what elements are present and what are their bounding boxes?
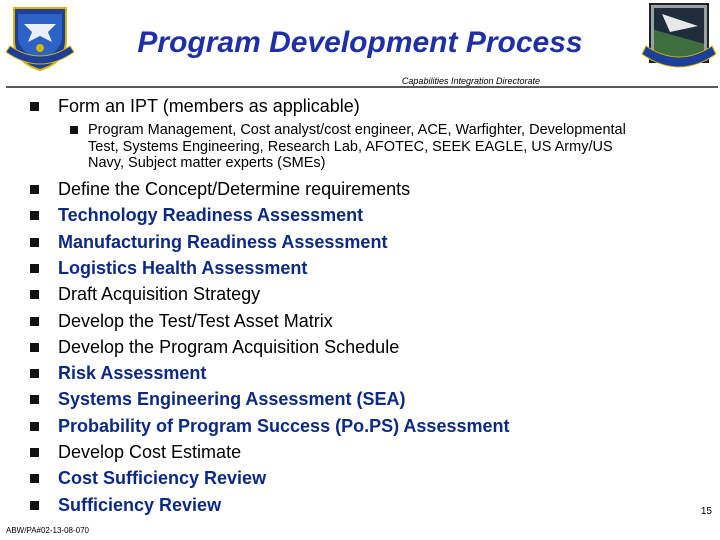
bullet-square (30, 317, 39, 326)
bullet-square (30, 102, 39, 111)
process-step: Draft Acquisition Strategy (58, 284, 261, 305)
page-number: 15 (700, 506, 712, 517)
title-rule (6, 86, 718, 88)
footer-reference: ABW/PA#02-13-08-070 (6, 526, 90, 535)
process-step: Systems Engineering Assessment (SEA) (58, 389, 406, 410)
process-step: Technology Readiness Assessment (58, 205, 364, 226)
bullet-square (30, 448, 39, 457)
process-step: Develop the Program Acquisition Schedule (58, 336, 400, 357)
bullet-square (30, 501, 39, 510)
slide-title: Program Development Process (137, 26, 583, 59)
bullet-square (30, 395, 39, 404)
bullet-square (30, 238, 39, 247)
sub-bullet-square (70, 126, 78, 134)
bullet-square (30, 211, 39, 220)
process-step: Logistics Health Assessment (58, 257, 308, 278)
bullet-square (30, 343, 39, 352)
bullet-square (30, 185, 39, 194)
process-step: Sufficiency Review (58, 494, 222, 515)
process-step: Cost Sufficiency Review (58, 468, 267, 489)
bullet-square (30, 290, 39, 299)
bullet-square (30, 422, 39, 431)
process-step: Probability of Program Success (Po.PS) Assessment (58, 415, 510, 436)
main-bullet-text: Form an IPT (members as applicable) (58, 96, 360, 116)
process-step: Risk Assessment (58, 363, 207, 384)
process-step: Manufacturing Readiness Assessment (58, 231, 388, 252)
ipt-members-text: Program Management, Cost analyst/cost engineer, ACE, Warfighter, Developmental Test, Systems Engineering, Research Lab, AFOTEC, SEEK EAGLE, US Army/US Navy, Subject matter experts (SMEs) (88, 122, 626, 171)
bullet-square (30, 369, 39, 378)
bullet-square (30, 474, 39, 483)
process-step: Define the Concept/Determine requirements (58, 179, 411, 199)
process-step: Develop the Test/Test Asset Matrix (58, 310, 333, 331)
process-step: Develop Cost Estimate (58, 442, 242, 462)
bullet-square (30, 264, 39, 273)
directorate-label: Capabilities Integration Directorate (401, 76, 540, 86)
